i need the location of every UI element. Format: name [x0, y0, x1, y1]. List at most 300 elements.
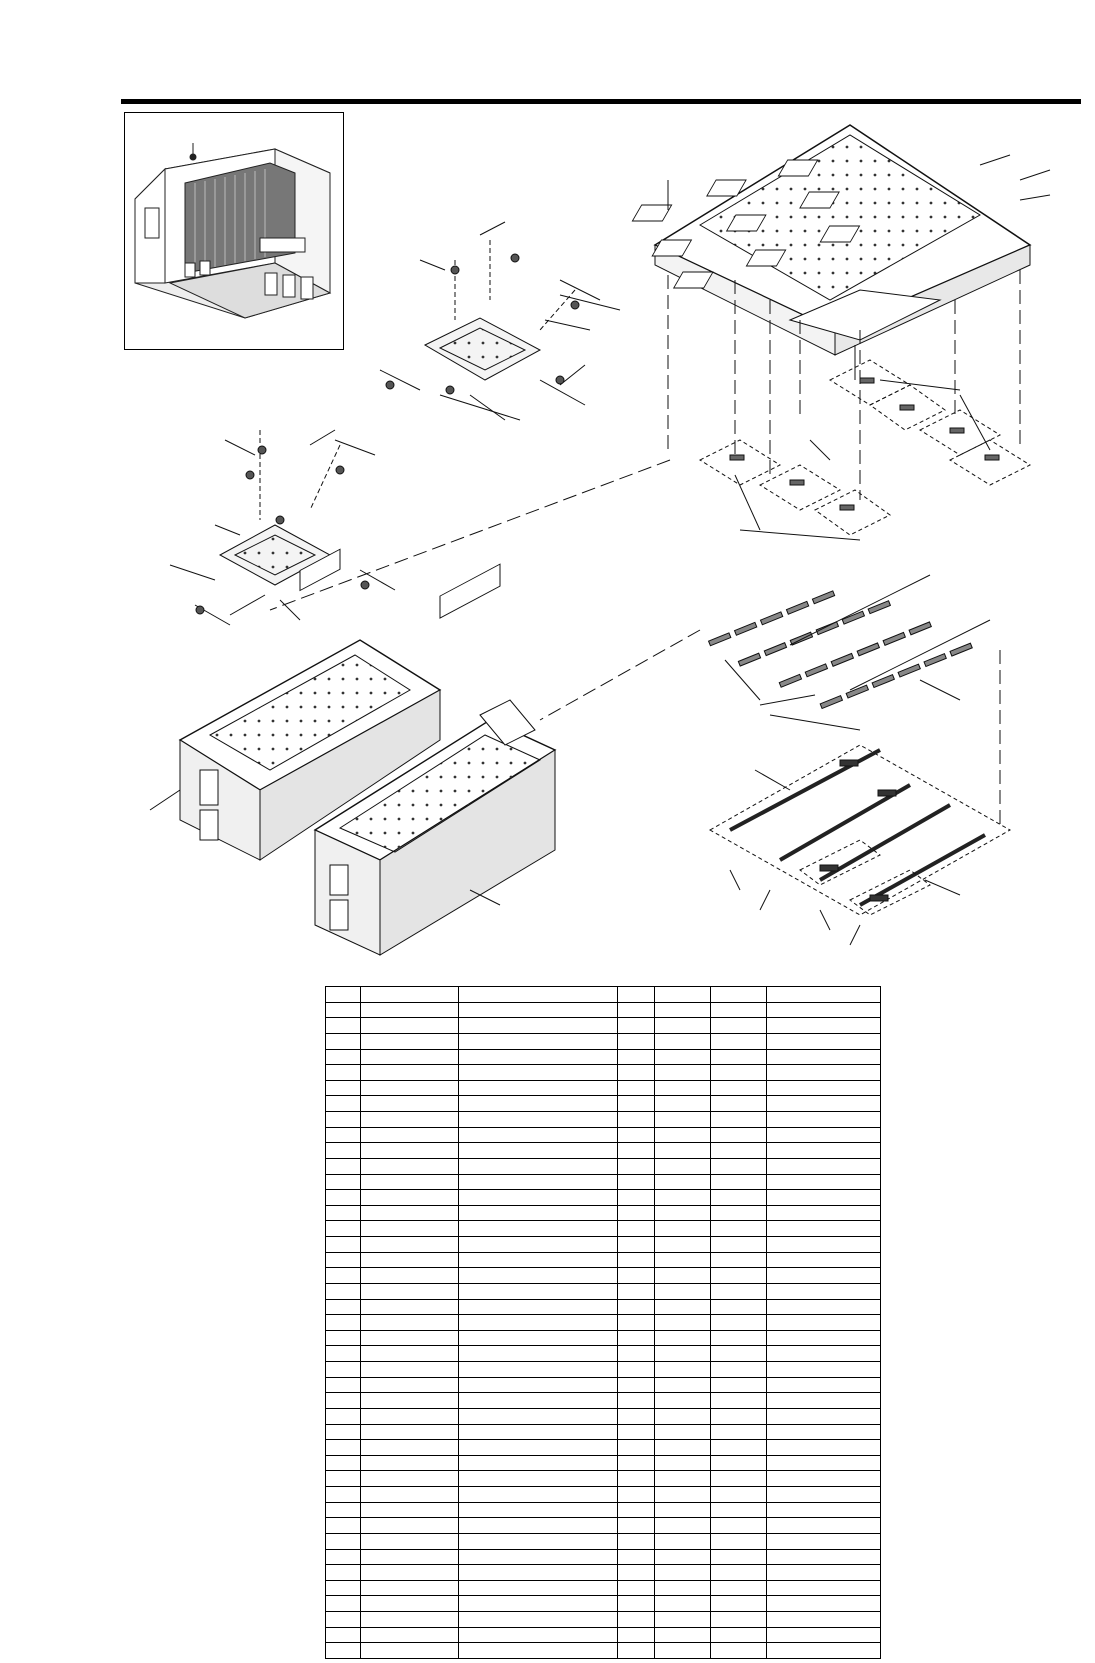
table-cell [459, 1315, 618, 1331]
table-cell [767, 1377, 881, 1393]
table-cell [655, 1471, 711, 1487]
table-cell [711, 1502, 767, 1518]
table-cell [326, 1612, 361, 1628]
table-cell [711, 1455, 767, 1471]
table-cell [655, 1065, 711, 1081]
upper-frame-part [632, 125, 1030, 380]
table-row [326, 1533, 881, 1549]
table-cell [459, 1502, 618, 1518]
table-cell [326, 1033, 361, 1049]
table-cell [326, 1518, 361, 1534]
table-cell [767, 1080, 881, 1096]
table-cell [767, 1487, 881, 1503]
table-cell [711, 1299, 767, 1315]
table-cell [361, 1002, 459, 1018]
table-cell [767, 1096, 881, 1112]
table-cell [618, 1315, 655, 1331]
table-cell [655, 1549, 711, 1565]
table-cell [711, 1565, 767, 1581]
table-cell [459, 1112, 618, 1128]
table-cell [459, 1018, 618, 1034]
table-row [326, 1549, 881, 1565]
table-cell [655, 1190, 711, 1206]
table-cell [767, 1346, 881, 1362]
table-cell [767, 1393, 881, 1409]
table-cell [618, 1533, 655, 1549]
table-cell [711, 1174, 767, 1190]
table-cell [459, 1237, 618, 1253]
table-cell [767, 1455, 881, 1471]
table-cell [618, 1221, 655, 1237]
table-cell [459, 1643, 618, 1659]
table-cell [361, 1393, 459, 1409]
table-cell [361, 1268, 459, 1284]
table-cell [459, 1049, 618, 1065]
table-cell [767, 1315, 881, 1331]
table-row [326, 1190, 881, 1206]
table-cell [655, 1440, 711, 1456]
table-cell [361, 1205, 459, 1221]
table-cell [711, 1533, 767, 1549]
table-cell [361, 1283, 459, 1299]
table-row [326, 1518, 881, 1534]
table-row [326, 1362, 881, 1378]
table-cell [459, 1299, 618, 1315]
table-cell [326, 1362, 361, 1378]
table-cell [767, 1268, 881, 1284]
table-cell [767, 1174, 881, 1190]
table-cell [711, 1283, 767, 1299]
table-cell [711, 1096, 767, 1112]
parts-list-body [326, 987, 881, 1659]
mounting-plate-upper [380, 222, 620, 420]
table-row [326, 1565, 881, 1581]
table-row [326, 1205, 881, 1221]
table-row [326, 1377, 881, 1393]
table-cell [361, 1080, 459, 1096]
mounting-plate-lower [170, 430, 395, 625]
table-cell [618, 1424, 655, 1440]
table-row [326, 1627, 881, 1643]
table-cell [711, 1080, 767, 1096]
table-cell [459, 1549, 618, 1565]
table-cell [767, 1283, 881, 1299]
table-cell [767, 1065, 881, 1081]
table-cell [326, 1221, 361, 1237]
table-cell [459, 1346, 618, 1362]
table-cell [711, 1612, 767, 1628]
table-cell [459, 1190, 618, 1206]
table-row [326, 1049, 881, 1065]
table-cell [618, 1158, 655, 1174]
table-cell [618, 1377, 655, 1393]
table-cell [655, 1612, 711, 1628]
table-cell [459, 1533, 618, 1549]
table-cell [459, 1377, 618, 1393]
table-cell [459, 1268, 618, 1284]
table-cell [361, 1377, 459, 1393]
table-cell [711, 1377, 767, 1393]
table-cell [711, 1049, 767, 1065]
table-cell [711, 1549, 767, 1565]
table-cell [361, 1174, 459, 1190]
table-cell [459, 987, 618, 1003]
table-cell [459, 1127, 618, 1143]
table-cell [767, 1018, 881, 1034]
table-cell [361, 1471, 459, 1487]
table-cell [711, 1487, 767, 1503]
table-cell [655, 1580, 711, 1596]
table-cell [459, 1612, 618, 1628]
table-cell [655, 987, 711, 1003]
table-cell [618, 1565, 655, 1581]
table-cell [618, 1080, 655, 1096]
table-cell [361, 1299, 459, 1315]
table-cell [361, 1549, 459, 1565]
table-cell [618, 1065, 655, 1081]
table-cell [326, 1377, 361, 1393]
table-cell [618, 1440, 655, 1456]
table-cell [459, 1283, 618, 1299]
table-cell [655, 1143, 711, 1159]
table-cell [459, 1252, 618, 1268]
table-cell [767, 1221, 881, 1237]
table-cell [361, 1018, 459, 1034]
table-cell [711, 1112, 767, 1128]
table-cell [711, 1221, 767, 1237]
table-cell [767, 1533, 881, 1549]
linear-guides-upper [709, 550, 990, 738]
table-cell [618, 1127, 655, 1143]
table-cell [618, 1205, 655, 1221]
table-cell [326, 1487, 361, 1503]
table-cell [767, 1471, 881, 1487]
table-cell [361, 1455, 459, 1471]
table-cell [711, 1158, 767, 1174]
table-cell [326, 1580, 361, 1596]
table-row [326, 1330, 881, 1346]
table-cell [618, 1299, 655, 1315]
table-cell [459, 1424, 618, 1440]
table-cell [618, 1033, 655, 1049]
table-cell [361, 1049, 459, 1065]
table-cell [361, 1330, 459, 1346]
table-cell [459, 1080, 618, 1096]
table-row [326, 1315, 881, 1331]
table-cell [618, 1518, 655, 1534]
table-cell [618, 1487, 655, 1503]
table-cell [767, 1252, 881, 1268]
table-cell [711, 1237, 767, 1253]
table-cell [459, 1330, 618, 1346]
table-cell [711, 1393, 767, 1409]
table-cell [459, 1033, 618, 1049]
table-row [326, 1612, 881, 1628]
table-cell [655, 1502, 711, 1518]
table-cell [655, 1018, 711, 1034]
table-cell [459, 1455, 618, 1471]
table-cell [326, 987, 361, 1003]
table-cell [655, 1565, 711, 1581]
table-cell [767, 1580, 881, 1596]
table-cell [326, 1283, 361, 1299]
table-cell [711, 1065, 767, 1081]
table-cell [326, 1393, 361, 1409]
table-cell [326, 1190, 361, 1206]
table-cell [655, 1268, 711, 1284]
table-cell [655, 1049, 711, 1065]
table-cell [711, 1330, 767, 1346]
table-row [326, 1237, 881, 1253]
table-cell [326, 1112, 361, 1128]
table-row [326, 1096, 881, 1112]
table-cell [655, 1221, 711, 1237]
table-cell [711, 1518, 767, 1534]
table-row [326, 1002, 881, 1018]
table-cell [711, 1596, 767, 1612]
table-cell [711, 1205, 767, 1221]
table-cell [655, 1346, 711, 1362]
table-cell [767, 1612, 881, 1628]
table-cell [618, 1580, 655, 1596]
table-cell [361, 1502, 459, 1518]
table-cell [326, 1596, 361, 1612]
table-cell [767, 1112, 881, 1128]
table-cell [326, 1096, 361, 1112]
table-row [326, 1112, 881, 1128]
table-cell [326, 1565, 361, 1581]
table-cell [459, 1143, 618, 1159]
table-cell [618, 1346, 655, 1362]
table-cell [618, 1252, 655, 1268]
table-cell [361, 1065, 459, 1081]
table-cell [767, 1627, 881, 1643]
table-cell [767, 1127, 881, 1143]
table-cell [711, 1033, 767, 1049]
table-cell [361, 1612, 459, 1628]
table-cell [361, 1565, 459, 1581]
table-cell [711, 1424, 767, 1440]
table-cell [361, 1127, 459, 1143]
table-cell [711, 1190, 767, 1206]
table-cell [618, 1627, 655, 1643]
table-row [326, 1424, 881, 1440]
table-cell [767, 1565, 881, 1581]
table-row [326, 1502, 881, 1518]
table-cell [361, 1627, 459, 1643]
table-cell [711, 1315, 767, 1331]
table-cell [655, 1127, 711, 1143]
table-cell [767, 1237, 881, 1253]
table-cell [767, 1643, 881, 1659]
table-cell [459, 1221, 618, 1237]
table-row [326, 1580, 881, 1596]
table-cell [767, 1502, 881, 1518]
table-cell [459, 1471, 618, 1487]
table-row [326, 987, 881, 1003]
table-cell [459, 1565, 618, 1581]
table-cell [767, 1549, 881, 1565]
table-row [326, 1283, 881, 1299]
table-cell [655, 1424, 711, 1440]
table-cell [655, 1158, 711, 1174]
table-cell [618, 1330, 655, 1346]
table-cell [459, 1580, 618, 1596]
table-cell [326, 1455, 361, 1471]
table-cell [711, 987, 767, 1003]
table-cell [655, 1002, 711, 1018]
table-cell [361, 1252, 459, 1268]
table-cell [655, 1518, 711, 1534]
table-cell [361, 1440, 459, 1456]
table-cell [326, 1205, 361, 1221]
table-cell [655, 1455, 711, 1471]
table-row [326, 1408, 881, 1424]
table-cell [711, 1127, 767, 1143]
table-cell [655, 1315, 711, 1331]
table-cell [618, 1190, 655, 1206]
table-cell [361, 1362, 459, 1378]
table-row [326, 1596, 881, 1612]
table-cell [711, 1268, 767, 1284]
table-cell [767, 1596, 881, 1612]
table-cell [618, 1268, 655, 1284]
parts-list-table [325, 986, 881, 1659]
table-cell [655, 1112, 711, 1128]
table-cell [618, 1049, 655, 1065]
table-cell [655, 1174, 711, 1190]
table-cell [326, 1174, 361, 1190]
table-cell [767, 1049, 881, 1065]
table-cell [711, 1002, 767, 1018]
table-cell [326, 1299, 361, 1315]
table-cell [361, 1033, 459, 1049]
table-cell [655, 1377, 711, 1393]
table-cell [361, 987, 459, 1003]
table-cell [459, 1440, 618, 1456]
table-cell [618, 1643, 655, 1659]
table-row [326, 1268, 881, 1284]
table-cell [361, 1643, 459, 1659]
table-cell [711, 1362, 767, 1378]
table-row [326, 1471, 881, 1487]
table-cell [618, 1455, 655, 1471]
table-row [326, 1252, 881, 1268]
table-cell [326, 1252, 361, 1268]
table-cell [618, 1174, 655, 1190]
table-row [326, 1643, 881, 1659]
table-cell [326, 1502, 361, 1518]
table-cell [618, 1408, 655, 1424]
table-cell [618, 1283, 655, 1299]
table-cell [326, 1143, 361, 1159]
table-cell [711, 1440, 767, 1456]
table-cell [326, 1127, 361, 1143]
table-row [326, 1127, 881, 1143]
table-cell [655, 1330, 711, 1346]
table-cell [326, 1002, 361, 1018]
table-cell [459, 1596, 618, 1612]
table-row [326, 1080, 881, 1096]
table-row [326, 1033, 881, 1049]
table-cell [655, 1643, 711, 1659]
table-cell [459, 1487, 618, 1503]
table-cell [618, 1612, 655, 1628]
table-cell [326, 1065, 361, 1081]
table-cell [459, 1158, 618, 1174]
table-cell [767, 1143, 881, 1159]
table-cell [459, 1393, 618, 1409]
table-cell [618, 1596, 655, 1612]
table-cell [655, 1408, 711, 1424]
table-cell [459, 1205, 618, 1221]
table-cell [361, 1580, 459, 1596]
table-cell [767, 1158, 881, 1174]
table-cell [326, 1330, 361, 1346]
table-cell [326, 1440, 361, 1456]
table-cell [618, 1502, 655, 1518]
table-cell [618, 1096, 655, 1112]
table-row [326, 1455, 881, 1471]
table-row [326, 1299, 881, 1315]
table-cell [361, 1533, 459, 1549]
table-cell [326, 1315, 361, 1331]
table-cell [618, 1112, 655, 1128]
table-cell [767, 1190, 881, 1206]
table-row [326, 1393, 881, 1409]
table-cell [459, 1002, 618, 1018]
table-cell [655, 1080, 711, 1096]
table-cell [655, 1533, 711, 1549]
table-cell [767, 1330, 881, 1346]
table-cell [655, 1627, 711, 1643]
linear-rails-lower [710, 745, 1010, 945]
table-cell [361, 1424, 459, 1440]
table-cell [459, 1096, 618, 1112]
table-cell [711, 1408, 767, 1424]
table-cell [361, 1096, 459, 1112]
table-cell [618, 1018, 655, 1034]
table-cell [767, 1424, 881, 1440]
table-row [326, 1221, 881, 1237]
table-cell [326, 1080, 361, 1096]
table-row [326, 1346, 881, 1362]
table-row [326, 1065, 881, 1081]
table-cell [361, 1237, 459, 1253]
table-cell [459, 1362, 618, 1378]
table-cell [655, 1205, 711, 1221]
table-cell [361, 1596, 459, 1612]
table-cell [618, 1362, 655, 1378]
table-row [326, 1143, 881, 1159]
table-cell [361, 1221, 459, 1237]
table-cell [711, 1346, 767, 1362]
table-cell [655, 1033, 711, 1049]
table-cell [767, 987, 881, 1003]
table-cell [326, 1268, 361, 1284]
table-cell [361, 1487, 459, 1503]
table-cell [711, 1627, 767, 1643]
table-cell [618, 1471, 655, 1487]
table-cell [459, 1627, 618, 1643]
table-cell [326, 1158, 361, 1174]
table-cell [459, 1065, 618, 1081]
table-cell [361, 1158, 459, 1174]
table-row [326, 1018, 881, 1034]
table-cell [618, 1143, 655, 1159]
table-cell [711, 1471, 767, 1487]
table-cell [655, 1237, 711, 1253]
